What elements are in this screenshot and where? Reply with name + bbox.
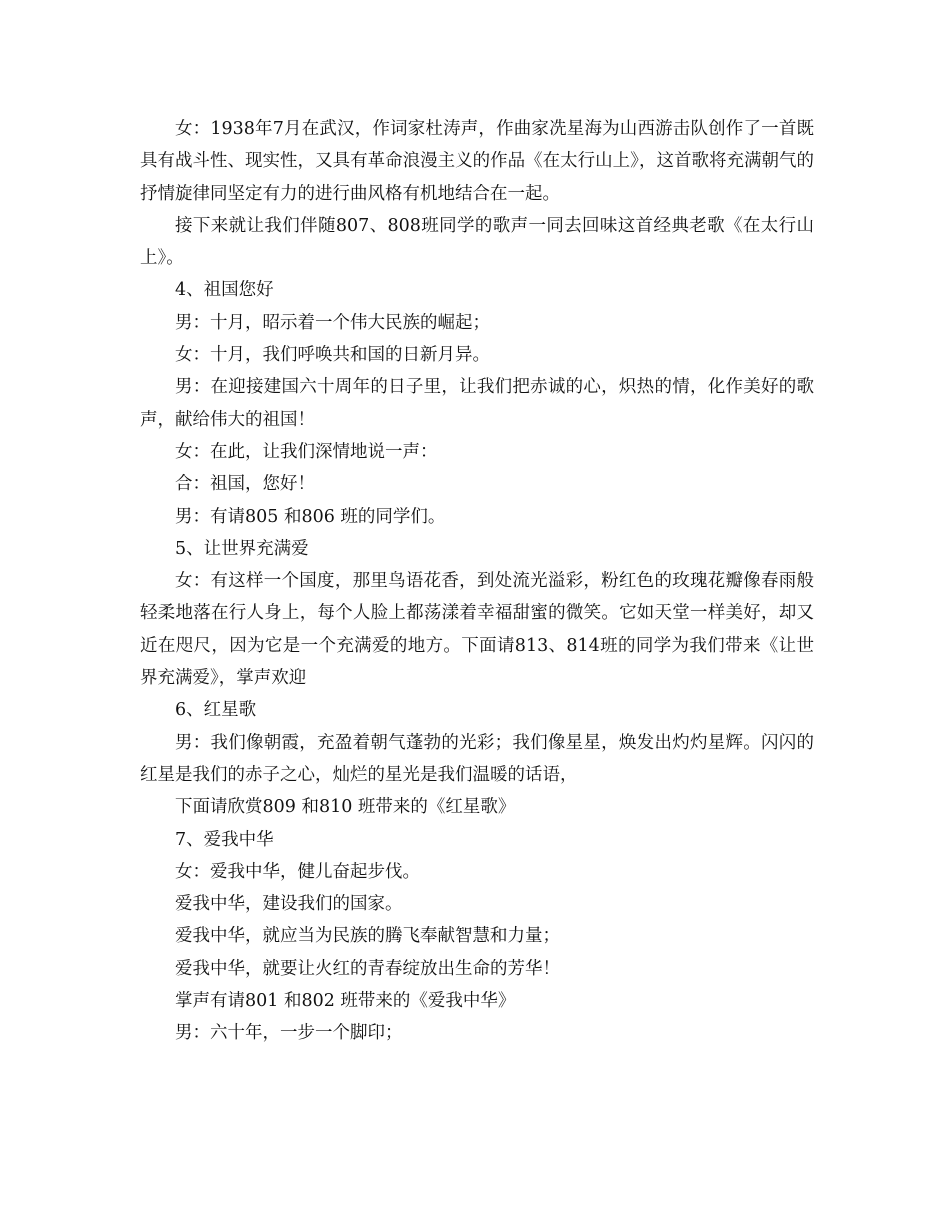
paragraph: 爱我中华，就要让火红的青春绽放出生命的芳华！ (175, 958, 560, 979)
section-heading: 7、爱我中华 (175, 829, 274, 850)
paragraph: 合：祖国，您好！ (175, 474, 315, 495)
paragraph: 男：六十年，一步一个脚印； (175, 1023, 403, 1044)
paragraph: 男：有请805 和806 班的同学们。 (175, 506, 446, 527)
paragraph: 掌声有请801 和802 班带来的《爱我中华》 (175, 991, 516, 1012)
paragraph: 女：有这样一个国度，那里鸟语花香，到处流光溢彩，粉红色的玫瑰花瓣像春雨般轻柔地落在行人身上，每个人脸上都荡漾着幸福甜蜜的微笑。它如天堂一样美好，却又近在咫尺，因为它是一个充满爱的地方。下面请813、814班的同学为我们带来《让世界充满爱》，掌声欢迎 (140, 571, 814, 689)
document-body (140, 113, 814, 1050)
section-heading: 5、让世界充满爱 (175, 538, 309, 559)
section-heading: 6、红星歌 (175, 700, 257, 721)
paragraph: 下面请欣赏809 和810 班带来的《红星歌》 (175, 797, 516, 818)
section-heading: 4、祖国您好 (175, 280, 274, 301)
paragraph: 爱我中华，建设我们的国家。 (175, 894, 403, 915)
paragraph: 爱我中华，就应当为民族的腾飞奉献智慧和力量； (175, 926, 560, 947)
paragraph: 女：1938年7月在武汉，作词家杜涛声，作曲家冼星海为山西游击队创作了一首既具有战斗性、现实性，又具有革命浪漫主义的作品《在太行山上》，这首歌将充满朝气的抒情旋律同坚定有力的进行曲风格有机地结合在一起。 (140, 119, 814, 204)
paragraph: 接下来就让我们伴随807、808班同学的歌声一同去回味这首经典老歌《在太行山上》。 (140, 215, 814, 269)
paragraph: 男：在迎接建国六十周年的日子里，让我们把赤诚的心，炽热的情，化作美好的歌声，献给伟大的祖国！ (140, 377, 814, 430)
paragraph: 女：在此，让我们深情地说一声： (175, 441, 438, 462)
paragraph: 男：我们像朝霞，充盈着朝气蓬勃的光彩；我们像星星，焕发出灼灼星辉。闪闪的红星是我们的赤子之心，灿烂的星光是我们温暖的话语， (140, 732, 814, 785)
paragraph: 女：爱我中华，健儿奋起步伐。 (175, 861, 420, 882)
paragraph: 女：十月，我们呼唤共和国的日新月异。 (175, 345, 490, 366)
paragraph: 男：十月，昭示着一个伟大民族的崛起； (175, 312, 490, 333)
